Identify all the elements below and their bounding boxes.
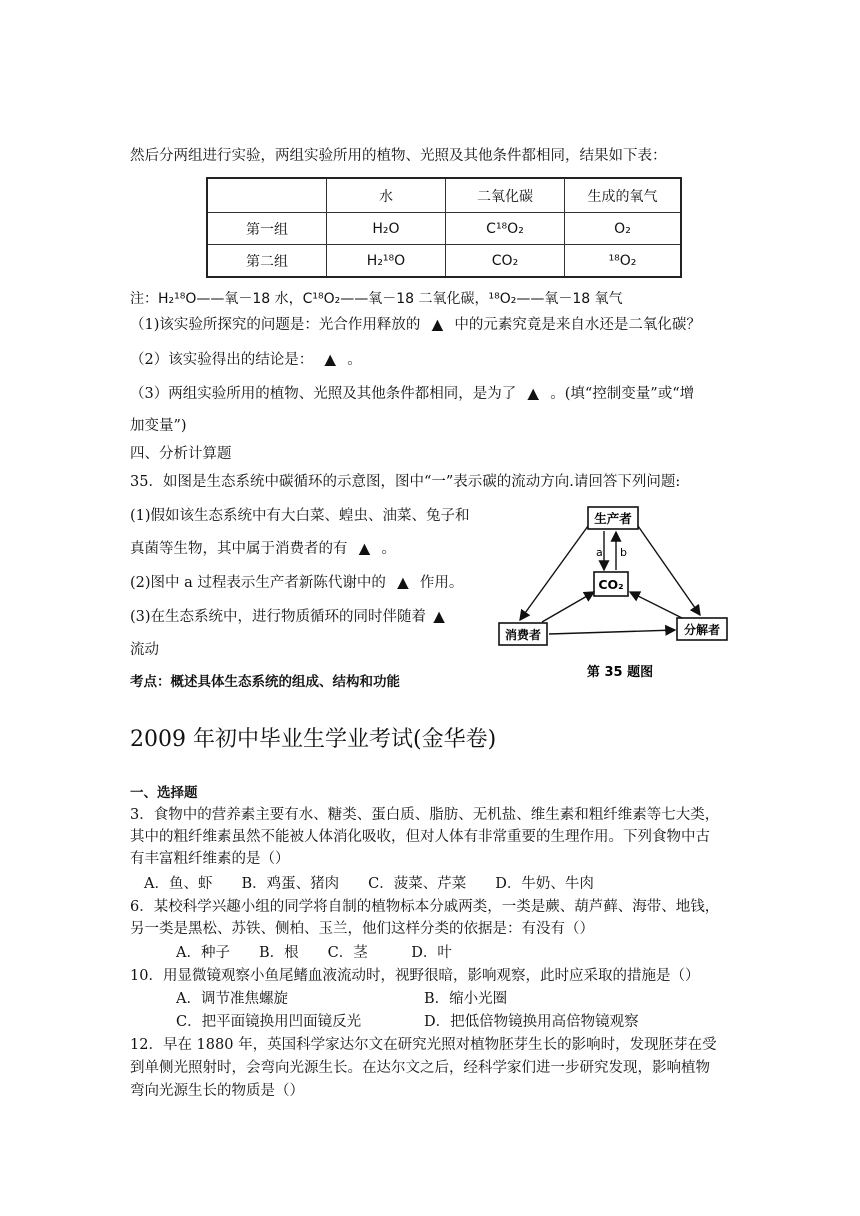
question-text: 。(填“控制变量”或“增: [550, 386, 695, 402]
question-2: [130, 350, 362, 370]
question-3-cont: 加变量”): [130, 418, 187, 434]
label-b: b: [620, 546, 627, 559]
answer-blank: ▲: [397, 575, 409, 591]
carbon-cycle-diagram: [492, 500, 742, 685]
question-text: （2）该实验得出的结论是：: [130, 352, 314, 368]
question-text: 。: [347, 352, 362, 368]
kaodian-note: 考点：概述具体生态系统的组成、结构和功能: [130, 674, 400, 690]
exam-title: 2009 年初中毕业生学业考试(金华卷): [130, 727, 497, 752]
table-cell: ¹⁸O₂: [565, 245, 682, 278]
table-cell: H₂O: [327, 213, 446, 245]
question-text: 真菌等生物，其中属于消费者的有: [130, 541, 348, 557]
table-cell: H₂¹⁸O: [327, 245, 446, 278]
table-cell: 水: [327, 178, 446, 213]
table-header-row: [207, 178, 681, 213]
arrow-decomposer-co2: [630, 592, 682, 618]
table-cell: CO₂: [446, 245, 565, 278]
table-cell: 第一组: [207, 213, 327, 245]
table-cell: C¹⁸O₂: [446, 213, 565, 245]
question-3-options: A．鱼、虾 B．鸡蛋、猪肉 C．菠菜、芹菜 D．牛奶、牛肉: [144, 876, 594, 892]
table-row: [207, 245, 681, 278]
question-6-line: 6．某校科学兴趣小组的同学将自制的植物标本分戚两类，一类是蕨、葫芦藓、海带、地钱，: [130, 899, 720, 915]
arrow-producer-consumer: [520, 526, 588, 620]
question-6-options: A．种子 B．根 C．茎 D．叶: [176, 945, 452, 961]
section-heading: 四、分析计算题: [130, 446, 232, 462]
question-3: [130, 384, 694, 404]
question-10-option-d: D．把低倍物镜换用高倍物镜观察: [424, 1014, 639, 1030]
question-text: （3）两组实验所用的植物、光照及其他条件都相同，是为了: [130, 386, 517, 402]
question-35-1-cont: [130, 539, 396, 559]
question-text: 。: [381, 541, 396, 557]
table-note: 注：H₂¹⁸O——氧－18 水，C¹⁸O₂——氧－18 二氧化碳，¹⁸O₂——氧－18 氧气: [130, 291, 623, 307]
question-35-3: [130, 607, 452, 627]
question-text: （1)该实验所探究的问题是：光合作用释放的: [130, 317, 421, 333]
section-heading: 一、选择题: [130, 785, 198, 801]
decomposer-label: 分解者: [683, 623, 721, 637]
arrow-consumer-decomposer: [549, 630, 675, 634]
arrow-consumer-co2: [542, 592, 594, 622]
intro-line: 然后分两组进行实验，两组实验所用的植物、光照及其他条件都相同，结果如下表：: [130, 148, 667, 164]
experiment-table: [206, 177, 682, 278]
question-12-line: 12．早在 1880 年，英国科学家达尔文在研究光照对植物胚芽生长的影响时，发现胚芽在受: [130, 1037, 717, 1053]
question-35-2: [130, 573, 463, 593]
diagram-caption: 第 35 题图: [586, 665, 654, 680]
question-10-option-c: C．把平面镜换用凹面镜反光: [176, 1014, 362, 1030]
question-3-line: 其中的粗纤维素虽然不能被人体消化吸收，但对人体有非常重要的生理作用。下列食物中古: [130, 829, 710, 845]
question-6-line: 另一类是黑松、苏铁、侧柏、玉兰，他们这样分类的依据是：有没有（）: [130, 921, 594, 937]
question-10-option-a: A．调节准焦螺旋: [176, 991, 288, 1007]
question-3-line: 3．食物中的营养素主要有水、糖类、蛋白质、脂肪、无机盐、维生素和粗纤维素等七大类，: [130, 807, 720, 823]
question-3-line: 有丰富粗纤维素的是（）: [130, 851, 290, 867]
co2-label: CO₂: [598, 577, 624, 592]
question-12-line: 弯向光源生长的物质是（）: [130, 1083, 304, 1099]
question-10-line: 10．用显微镜观察小鱼尾鳍血液流动时，视野很暗，影响观察，此时应采取的措施是（）: [130, 968, 700, 984]
table-cell: 生成的氧气: [565, 178, 682, 213]
answer-blank: ▲: [324, 352, 336, 368]
question-text: (3)在生态系统中，进行物质循环的同时伴随着: [130, 609, 427, 625]
table-cell: 第二组: [207, 245, 327, 278]
table-cell: [207, 178, 327, 213]
answer-blank: ▲: [527, 386, 539, 402]
arrow-producer-decomposer: [638, 526, 700, 615]
question-10-option-b: B．缩小光圈: [424, 991, 508, 1007]
question-12-line: 到单侧光照射时，会弯向光源生长。在达尔文之后，经科学家们进一步研究发现，影响植物: [130, 1060, 710, 1076]
question-35-3-cont: 流动: [130, 642, 159, 658]
answer-blank: ▲: [433, 609, 445, 625]
question-35-1: (1)假如该生态系统中有大白菜、蝗虫、油菜、兔子和: [130, 508, 470, 524]
table-cell: O₂: [565, 213, 682, 245]
question-text: 作用。: [419, 575, 464, 591]
question-text: (2)图中 a 过程表示生产者新陈代谢中的: [130, 575, 386, 591]
question-35: 35．如图是生态系统中碳循环的示意图，图中“一”表示碳的流动方向.请回答下列问题:: [130, 474, 681, 490]
producer-label: 生产者: [594, 511, 632, 526]
answer-blank: ▲: [358, 541, 371, 557]
label-a: a: [596, 546, 603, 559]
question-text: 中的元素究竟是来自水还是二氧化碳？: [454, 317, 701, 333]
table-cell: 二氧化碳: [446, 178, 565, 213]
question-1: [130, 315, 701, 335]
consumer-label: 消费者: [504, 628, 542, 642]
answer-blank: ▲: [431, 317, 443, 333]
table-row: [207, 213, 681, 245]
